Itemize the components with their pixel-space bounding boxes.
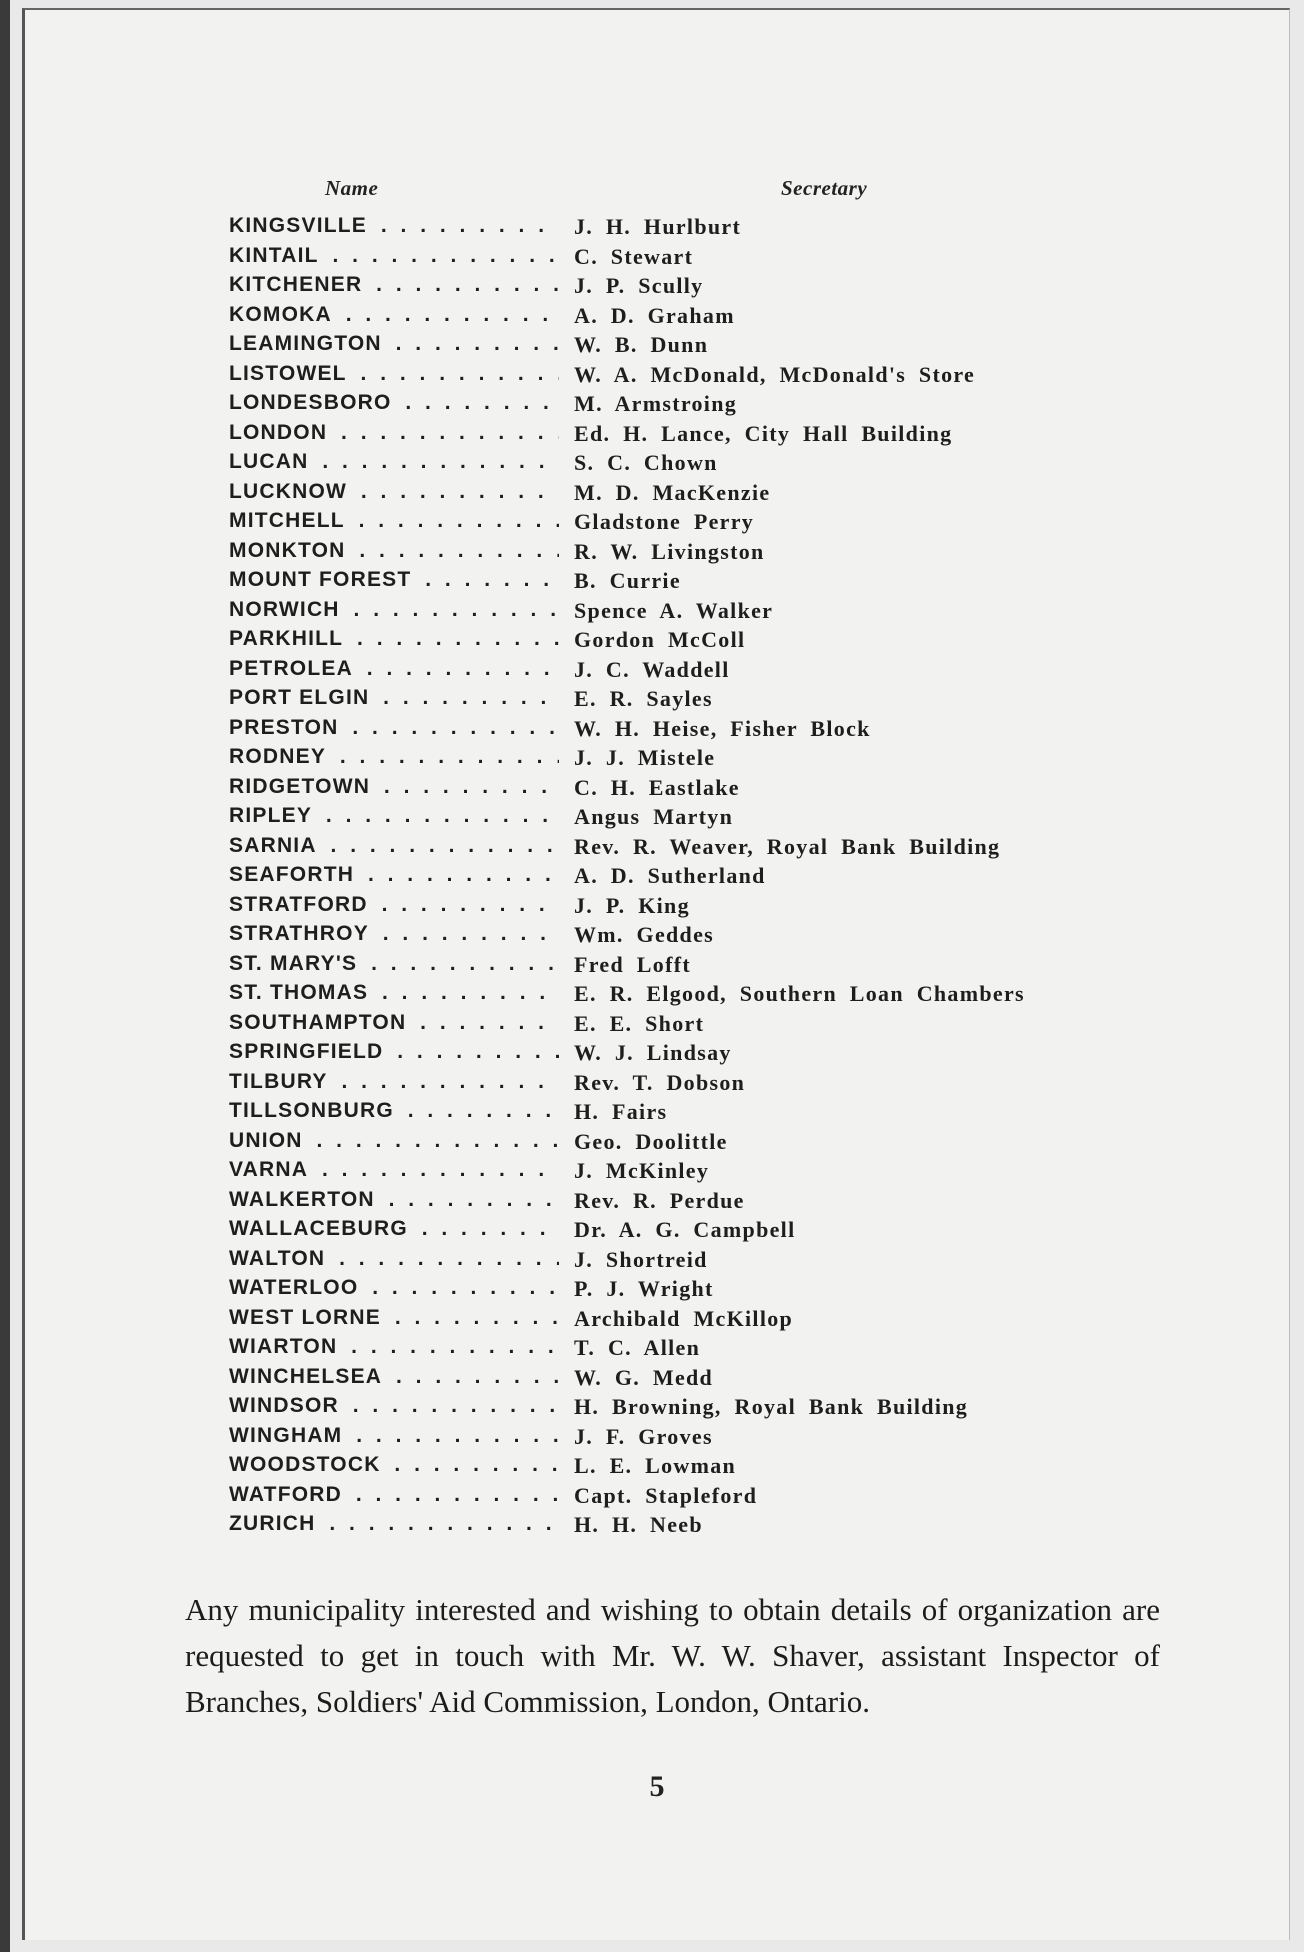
branch-name-text: KINTAIL: [229, 244, 323, 267]
list-item: [25, 657, 1289, 687]
secretary-name: J. P. Scully: [574, 273, 704, 298]
secretary-name: B. Currie: [574, 568, 681, 593]
secretary-name: Fred Lofft: [574, 951, 691, 977]
list-item: [25, 863, 1289, 893]
list-item: [25, 568, 1289, 598]
list-item: [25, 391, 1289, 421]
secretary-name: W. B. Dunn: [574, 332, 709, 357]
secretary-name: C. H. Eastlake: [574, 774, 740, 800]
branch-name-text: STRATFORD: [229, 893, 372, 916]
branch-name: [229, 834, 559, 858]
secretary-name: H. Fairs: [574, 1099, 668, 1124]
branch-name-text: LONDON: [229, 421, 331, 444]
branch-name-text: ST. THOMAS: [229, 981, 372, 1004]
list-item: [25, 1453, 1289, 1483]
list-item: [25, 1276, 1289, 1306]
branch-name-text: WINDSOR: [229, 1394, 343, 1417]
list-item: [25, 981, 1289, 1011]
branch-name-text: WALTON: [229, 1247, 329, 1270]
book-spine: [0, 0, 10, 1952]
secretary-name: W. H. Heise, Fisher Block: [574, 715, 871, 741]
branch-name: [229, 332, 559, 356]
secretary-name: Angus Martyn: [574, 804, 734, 829]
secretary-name: J. H. Hurlburt: [574, 214, 742, 239]
branch-name-text: TILLSONBURG: [229, 1099, 398, 1122]
secretary-name: H. Browning, Royal Bank Building: [574, 1394, 969, 1419]
branch-name: [229, 716, 559, 740]
secretary-name: E. E. Short: [574, 1010, 705, 1036]
branch-name-text: KOMOKA: [229, 303, 336, 326]
branch-name: [229, 391, 559, 415]
list-item: [25, 303, 1289, 333]
branch-name: [229, 303, 559, 327]
branch-name: [229, 1306, 559, 1330]
list-item: [25, 745, 1289, 775]
list-item: [25, 1158, 1289, 1188]
branch-name-text: NORWICH: [229, 598, 344, 621]
branch-name-text: SOUTHAMPTON: [229, 1011, 410, 1034]
list-item: [25, 421, 1289, 451]
contact-paragraph: Any municipality interested and wishing to obtain details of organization are requested to get in touch with Mr. W. W. Shaver, assistant Inspector of Branches, Soldiers' Aid Commission, London, Ontario.: [185, 1592, 1160, 1719]
branch-name-text: LONDESBORO: [229, 391, 396, 414]
page-number: 5: [649, 1770, 665, 1803]
branch-name: [229, 1453, 559, 1477]
branch-name: [229, 686, 559, 710]
column-headers: [25, 176, 1289, 208]
list-item: [25, 1512, 1289, 1542]
secretary-name: J. F. Groves: [574, 1423, 713, 1449]
secretary-name: Gladstone Perry: [574, 509, 755, 534]
list-item: [25, 332, 1289, 362]
secretary-name: P. J. Wright: [574, 1276, 714, 1301]
branch-name-text: VARNA: [229, 1158, 312, 1181]
secretary-name: Capt. Stapleford: [574, 1482, 758, 1508]
list-item: [25, 1483, 1289, 1513]
branch-name: [229, 480, 559, 504]
branch-name: [229, 1335, 559, 1359]
branch-name: [229, 539, 559, 563]
branch-name-text: KITCHENER: [229, 273, 366, 296]
branch-name: [229, 1158, 559, 1182]
secretary-name: T. C. Allen: [574, 1335, 701, 1360]
branch-name-text: MONKTON: [229, 539, 350, 562]
branch-name-text: SPRINGFIELD: [229, 1040, 387, 1063]
secretary-name: Geo. Doolittle: [574, 1128, 728, 1154]
branch-name-text: PRESTON: [229, 716, 343, 739]
branch-name: [229, 1188, 559, 1212]
list-item: [25, 1394, 1289, 1424]
secretary-name: M. D. MacKenzie: [574, 479, 771, 505]
list-item: [25, 539, 1289, 569]
branch-name-text: WOODSTOCK: [229, 1453, 385, 1476]
list-item: [25, 509, 1289, 539]
list-item: [25, 716, 1289, 746]
branch-name: [229, 214, 559, 238]
branch-name-text: WIARTON: [229, 1335, 341, 1358]
list-item: [25, 952, 1289, 982]
branch-name-text: SARNIA: [229, 834, 321, 857]
secretary-name: J. J. Mistele: [574, 745, 716, 770]
branch-name-text: RIDGETOWN: [229, 775, 374, 798]
document-page: [22, 8, 1290, 1940]
list-item: [25, 1040, 1289, 1070]
secretary-name: H. H. Neeb: [574, 1512, 703, 1537]
branch-name-text: STRATHROY: [229, 922, 373, 945]
secretary-name: A. D. Graham: [574, 302, 735, 328]
secretary-name: L. E. Lowman: [574, 1453, 737, 1478]
secretary-name: W. A. McDonald, McDonald's Store: [574, 361, 976, 387]
branch-name: [229, 1394, 559, 1418]
branch-name-text: KINGSVILLE: [229, 214, 371, 237]
branch-name-text: TILBURY: [229, 1070, 332, 1093]
branch-name: [229, 1099, 559, 1123]
secretary-name: A. D. Sutherland: [574, 863, 766, 888]
branch-name: [229, 1424, 559, 1448]
branch-name: [229, 775, 559, 799]
name-column-header: Name: [325, 176, 379, 200]
branch-name-text: LUCAN: [229, 450, 313, 473]
branch-name: [229, 863, 559, 887]
secretary-name: Spence A. Walker: [574, 597, 774, 623]
secretary-name: Rev. R. Weaver, Royal Bank Building: [574, 833, 1001, 859]
list-item: [25, 450, 1289, 480]
branch-name: [229, 893, 559, 917]
branch-name-text: MOUNT FOREST: [229, 568, 415, 591]
branch-name: [229, 1040, 559, 1064]
list-item: [25, 1217, 1289, 1247]
branch-name: [229, 421, 559, 445]
branch-name-text: PETROLEA: [229, 657, 357, 680]
branch-name: [229, 981, 559, 1005]
secretary-name: Gordon McColl: [574, 627, 746, 652]
branch-name-text: WALLACEBURG: [229, 1217, 412, 1240]
branch-name-text: LUCKNOW: [229, 480, 351, 503]
secretary-name: E. R. Sayles: [574, 686, 713, 711]
list-item: [25, 1011, 1289, 1041]
branch-name: [229, 1129, 559, 1153]
list-item: [25, 804, 1289, 834]
list-item: [25, 834, 1289, 864]
branch-name-text: RIPLEY: [229, 804, 316, 827]
branch-name-text: MITCHELL: [229, 509, 349, 532]
list-item: [25, 1099, 1289, 1129]
list-item: [25, 244, 1289, 274]
branch-name: [229, 273, 559, 297]
branch-name-text: PORT ELGIN: [229, 686, 373, 709]
secretary-column-header: Secretary: [781, 176, 868, 200]
list-item: [25, 214, 1289, 244]
branch-name-text: RODNEY: [229, 745, 330, 768]
branch-name: [229, 745, 559, 769]
secretary-name: Dr. A. G. Campbell: [574, 1217, 796, 1242]
branch-name: [229, 952, 559, 976]
branch-name: [229, 1247, 559, 1271]
secretary-name: W. G. Medd: [574, 1364, 714, 1390]
branch-name: [229, 450, 559, 474]
branch-name: [229, 657, 559, 681]
branch-name-text: WINGHAM: [229, 1424, 346, 1447]
branch-list: [25, 214, 1289, 1542]
list-item: [25, 922, 1289, 952]
secretary-name: M. Armstroing: [574, 391, 738, 416]
list-item: [25, 1424, 1289, 1454]
branch-name-text: WALKERTON: [229, 1188, 379, 1211]
secretary-name: W. J. Lindsay: [574, 1040, 732, 1065]
list-item: [25, 775, 1289, 805]
list-item: [25, 1070, 1289, 1100]
secretary-name: J. C. Waddell: [574, 656, 730, 682]
branch-name-text: PARKHILL: [229, 627, 347, 650]
secretary-name: Rev. R. Perdue: [574, 1187, 745, 1213]
branch-name-text: ZURICH: [229, 1512, 320, 1535]
branch-name: [229, 1365, 559, 1389]
branch-name: [229, 1070, 559, 1094]
secretary-name: Rev. T. Dobson: [574, 1069, 746, 1095]
branch-name: [229, 804, 559, 828]
branch-name: [229, 598, 559, 622]
list-item: [25, 686, 1289, 716]
list-item: [25, 1129, 1289, 1159]
branch-name: [229, 922, 559, 946]
list-item: [25, 1335, 1289, 1365]
branch-name-text: WATFORD: [229, 1483, 346, 1506]
branch-name-text: WINCHELSEA: [229, 1365, 386, 1388]
secretary-name: J. Shortreid: [574, 1246, 708, 1272]
secretary-name: J. P. King: [574, 892, 690, 918]
secretary-name: S. C. Chown: [574, 450, 718, 475]
branch-name: [229, 509, 559, 533]
branch-name-text: UNION: [229, 1129, 307, 1152]
list-item: [25, 893, 1289, 923]
list-item: [25, 273, 1289, 303]
list-item: [25, 1247, 1289, 1277]
list-item: [25, 1365, 1289, 1395]
branch-name: [229, 568, 559, 592]
branch-name: [229, 1512, 559, 1536]
branch-name-text: ST. MARY'S: [229, 952, 361, 975]
branch-name-text: WATERLOO: [229, 1276, 362, 1299]
branch-name: [229, 244, 559, 268]
list-item: [25, 362, 1289, 392]
list-item: [25, 1188, 1289, 1218]
list-item: [25, 480, 1289, 510]
branch-name-text: LEAMINGTON: [229, 332, 386, 355]
list-item: [25, 627, 1289, 657]
secretary-name: Ed. H. Lance, City Hall Building: [574, 420, 953, 446]
branch-name: [229, 1217, 559, 1241]
secretary-name: J. McKinley: [574, 1158, 710, 1183]
secretary-name: Archibald McKillop: [574, 1305, 794, 1331]
secretary-name: Wm. Geddes: [574, 922, 714, 947]
branch-name-text: SEAFORTH: [229, 863, 358, 886]
branch-name-text: LISTOWEL: [229, 362, 351, 385]
branch-name: [229, 1011, 559, 1035]
branch-name: [229, 1276, 559, 1300]
list-item: [25, 1306, 1289, 1336]
branch-name: [229, 1483, 559, 1507]
branch-name: [229, 627, 559, 651]
list-item: [25, 598, 1289, 628]
secretary-name: E. R. Elgood, Southern Loan Chambers: [574, 981, 1025, 1006]
branch-name-text: WEST LORNE: [229, 1306, 385, 1329]
secretary-name: C. Stewart: [574, 243, 694, 269]
branch-name: [229, 362, 559, 386]
secretary-name: R. W. Livingston: [574, 538, 765, 564]
